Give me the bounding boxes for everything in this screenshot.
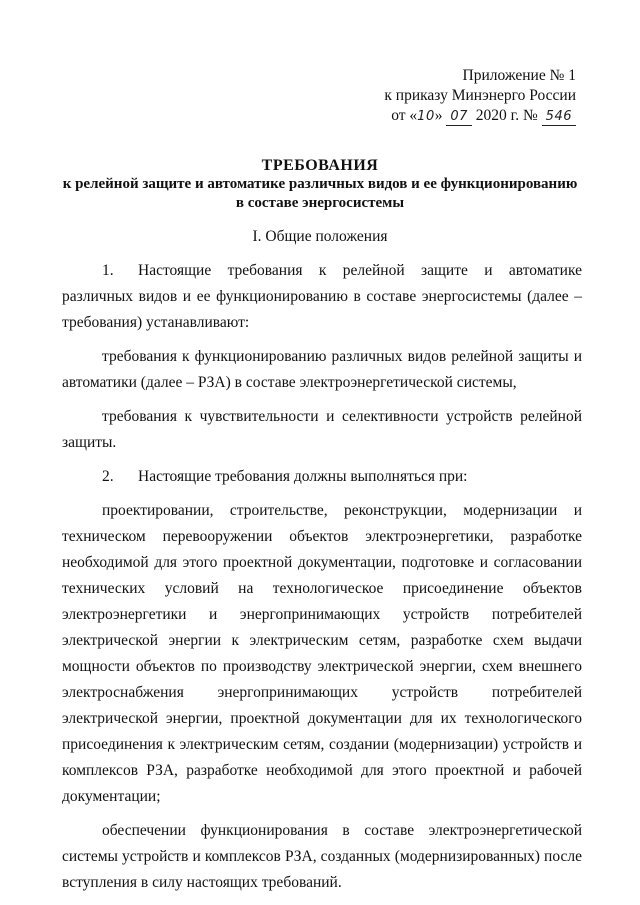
paragraph-6 [62, 818, 582, 896]
appendix-header [384, 66, 576, 127]
paragraph-number: 2. [102, 468, 114, 485]
handwritten-day: 10 [417, 109, 435, 124]
paragraph-4 [62, 464, 582, 490]
paragraph-2 [62, 344, 582, 396]
document-title: ТРЕБОВАНИЯ [261, 157, 379, 174]
document-subtitle-line2: в составе энергосистемы [235, 195, 405, 211]
paragraph-5 [62, 498, 582, 810]
document-subtitle-line1: к релейной защите и автоматике различных видов и ее функционированию [62, 176, 578, 192]
date-mid: » [434, 107, 443, 124]
order-date-line [384, 106, 576, 127]
document-title-block [0, 156, 640, 213]
year-and-number-label: 2020 г. № [475, 107, 538, 124]
paragraph-text: Настоящие требования должны выполняться при: [138, 468, 468, 485]
section-heading: I. Общие положения [252, 228, 388, 245]
paragraph-1 [62, 258, 582, 336]
document-body [62, 258, 582, 904]
paragraph-3 [62, 404, 582, 456]
paragraph-number: 1. [102, 262, 114, 279]
appendix-number: Приложение № 1 [462, 67, 576, 84]
handwritten-order-number: 546 [542, 109, 576, 126]
paragraph-text: требования к чувствительности и селективности устройств релейной защиты. [62, 408, 582, 451]
handwritten-month: 07 [446, 109, 472, 126]
order-reference: к приказу Минэнерго России [384, 87, 576, 104]
paragraph-text: Настоящие требования к релейной защите и автоматике различных видов и ее функционированию в составе энергосистемы (далее – требования) устанавливают: [62, 262, 582, 331]
paragraph-text: проектировании, строительстве, реконструкции, модернизации и техническом перевооружении объектов электроэнергетики, разработке необходимой для этого проектной документации, подготовке и согласовании технических условий на технологическое присоединение объектов электроэнергетики и энергопринимающих устройств потребителей электрической энергии к электрическим сетям, разработке схем выдачи мощности объектов по производству электрической энергии, схем внешнего электроснабжения энергопринимающих устройств потребителей электрической энергии, проектной документации для их технологического присоединения к электрическим сетям, создании (модернизации) устройств и комплексов РЗА, разработке необходимой для этого проектной и рабочей документации; [62, 502, 582, 805]
date-prefix: от « [391, 107, 418, 124]
paragraph-text: требования к функционированию различных видов релейной защиты и автоматики (далее – РЗА) в составе электроэнергетической системы, [62, 348, 582, 391]
paragraph-text: обеспечении функционирования в составе электроэнергетической системы устройств и комплексов РЗА, созданных (модернизированных) после вступления в силу настоящих требований. [62, 822, 582, 891]
